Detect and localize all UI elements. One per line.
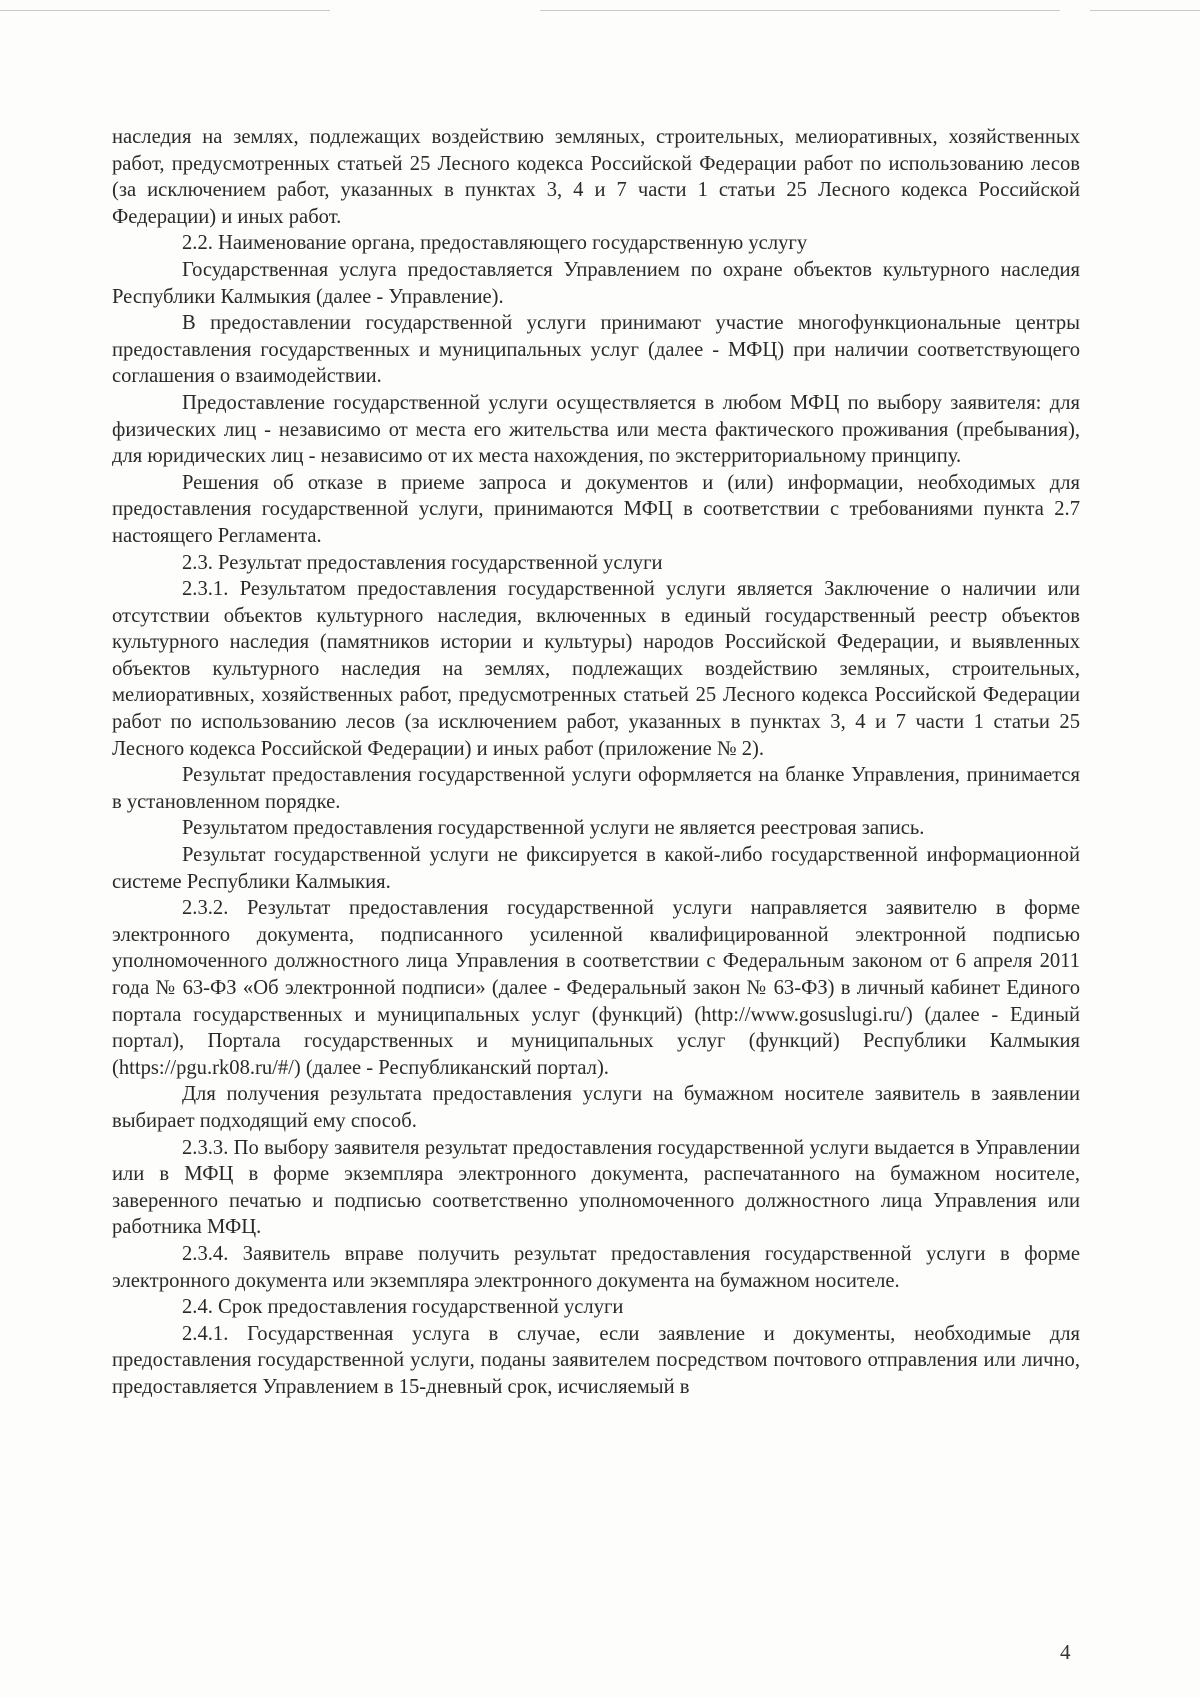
paragraph: Результат предоставления государственной услуги оформляется на бланке Управления, принимается в установленном порядке.: [112, 764, 1080, 813]
paragraph: Результат государственной услуги не фиксируется в какой-либо государственной информационной системе Республики Калмыкия.: [112, 844, 1080, 893]
paragraph: Государственная услуга предоставляется Управлением по охране объектов культурного наследия Республики Калмыкия (далее - Управление).: [112, 258, 1080, 308]
paragraph-2-4-1: 2.4.1. Государственная услуга в случае, если заявление и документы, необходимые для предоставления государственной услуги, поданы заявителем посредством почтового отправления или лично, предоставляется Управлением в 15-дневный срок, исчисляемый в: [112, 1322, 1080, 1398]
paragraph: В предоставлении государственной услуги принимают участие многофункциональные центры предоставления государственных и муниципальных услуг (далее - МФЦ) при наличии соответствующего соглашения о взаимодействии.: [112, 312, 1080, 388]
paragraph-continuation: наследия на землях, подлежащих воздействию земляных, строительных, мелиоративных, хозяйственных работ, предусмотренных статьей 25 Лесного кодекса Российской Федерации работ по использованию лесов (за исключением работ, указанных в пунктах 3, 4 и 7 части 1 статьи 25 Лесного кодекса Российской Федерации) и иных работ.: [112, 126, 1080, 228]
section-heading-2-4: 2.4. Срок предоставления государственной услуги: [182, 1296, 624, 1319]
paragraph-2-3-4: 2.3.4. Заявитель вправе получить результат предоставления государственной услуги в форме электронного документа или экземпляра электронного документа на бумажном носителе.: [112, 1242, 1080, 1292]
paragraph: Результатом предоставления государственной услуги не является реестровая запись.: [182, 817, 925, 840]
paragraph: Для получения результата предоставления услуги на бумажном носителе заявитель в заявлении выбирает подходящий ему способ.: [112, 1083, 1080, 1132]
scan-edge-marks: [0, 10, 1200, 14]
paragraph-2-3-3: 2.3.3. По выбору заявителя результат предоставления государственной услуги выдается в Управлении или в МФЦ в форме экземпляра электронного документа, распечатанного на бумажном носителе, заверенного печатью и подписью соответственно уполномоченного должностного лица Управления или работника МФЦ.: [112, 1136, 1080, 1239]
page-number: 4: [1060, 1640, 1071, 1664]
section-heading-2-2: 2.2. Наименование органа, предоставляющего государственную услугу: [182, 232, 808, 255]
document-body: [112, 124, 1080, 1401]
paragraph: Решения об отказе в приеме запроса и документов и (или) информации, необходимых для предоставления государственной услуги, принимаются МФЦ в соответствии с требованиями пункта 2.7 настоящего Регламента.: [112, 471, 1080, 547]
paragraph-2-3-1: 2.3.1. Результатом предоставления государственной услуги является Заключение о наличии или отсутствии объектов культурного наследия, включенных в единый государственный реестр объектов культурного наследия (памятников истории и культуры) народов Российской Федерации, и выявленных объектов культурного наследия на землях, подлежащих воздействию земляных, строительных, мелиоративных, хозяйственных работ, предусмотренных статьей 25 Лесного кодекса Российской Федерации работ по использованию лесов (за исключением работ, указанных в пунктах 3, 4 и 7 части 1 статьи 25 Лесного кодекса Российской Федерации) и иных работ (приложение № 2).: [112, 578, 1080, 760]
section-heading-2-3: 2.3. Результат предоставления государственной услуги: [182, 551, 663, 574]
paragraph-2-3-2: 2.3.2. Результат предоставления государственной услуги направляется заявителю в форме электронного документа, подписанного усиленной квалифицированной электронной подписью уполномоченного должностного лица Управления в соответствии с Федеральным законом от 6 апреля 2011 года № 63-ФЗ «Об электронной подписи» (далее - Федеральный закон № 63-ФЗ) в личный кабинет Единого портала государственных и муниципальных услуг (функций) (http://www.gosuslugi.ru/) (далее - Единый портал), Портала государственных и муниципальных услуг (функций) Республики Калмыкия (https://pgu.rk08.ru/#/) (далее - Республиканский портал).: [112, 897, 1080, 1079]
paragraph: Предоставление государственной услуги осуществляется в любом МФЦ по выбору заявителя: для физических лиц - независимо от места его жительства или места фактического проживания (пребывания), для юридических лиц - независимо от их места нахождения, по экстерриториальному принципу.: [112, 391, 1080, 468]
